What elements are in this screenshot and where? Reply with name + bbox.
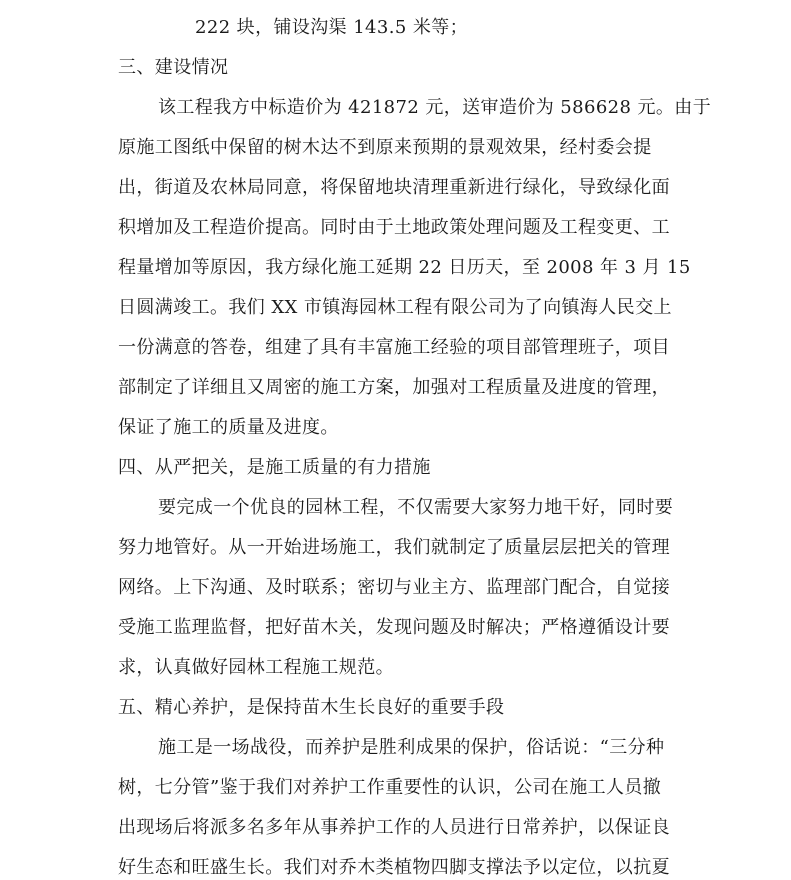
text-line: 出，街道及农林局同意，将保留地块清理重新进行绿化，导致绿化面 (118, 177, 670, 198)
text-line: 积增加及工程造价提高。同时由于土地政策处理问题及工程变更、工 (118, 217, 670, 238)
text-line: 该工程我方中标造价为 421872 元，送审造价为 586628 元。由于 (158, 97, 712, 118)
text-line: 施工是一场战役，而养护是胜利成果的保护，俗话说：“三分种 (158, 737, 665, 758)
text-line: 好生态和旺盛生长。我们对乔木类植物四脚支撑法予以定位，以抗夏 (118, 857, 670, 878)
text-line: 原施工图纸中保留的树木达不到原来预期的景观效果，经村委会提 (118, 137, 652, 158)
text-line: 求，认真做好园林工程施工规范。 (118, 657, 394, 678)
section-heading: 五、精心养护，是保持苗木生长良好的重要手段 (118, 697, 505, 718)
text-line: 要完成一个优良的园林工程，不仅需要大家努力地干好，同时要 (158, 497, 674, 518)
text-line: 受施工监理监督，把好苗木关，发现问题及时解决；严格遵循设计要 (118, 617, 670, 638)
text-line: 222 块，铺设沟渠 143.5 米等； (195, 17, 469, 38)
text-line: 程量增加等原因，我方绿化施工延期 22 日历天，至 2008 年 3 月 15 (118, 257, 691, 278)
text-line: 保证了施工的质量及进度。 (118, 417, 339, 438)
text-line: 日圆满竣工。我们 XX 市镇海园林工程有限公司为了向镇海人民交上 (118, 297, 672, 318)
text-line: 一份满意的答卷，组建了具有丰富施工经验的项目部管理班子，项目 (118, 337, 670, 358)
text-line: 出现场后将派多名多年从事养护工作的人员进行日常养护，以保证良 (118, 817, 670, 838)
section-heading: 三、建设情况 (118, 57, 229, 78)
text-line: 树，七分管”鉴于我们对养护工作重要性的认识，公司在施工人员撤 (118, 777, 662, 798)
section-heading: 四、从严把关，是施工质量的有力措施 (118, 457, 431, 478)
text-line: 网络。上下沟通、及时联系；密切与业主方、监理部门配合，自觉接 (118, 577, 670, 598)
text-line: 努力地管好。从一开始进场施工，我们就制定了质量层层把关的管理 (118, 537, 670, 558)
text-line: 部制定了详细且又周密的施工方案，加强对工程质量及进度的管理， (118, 377, 670, 398)
